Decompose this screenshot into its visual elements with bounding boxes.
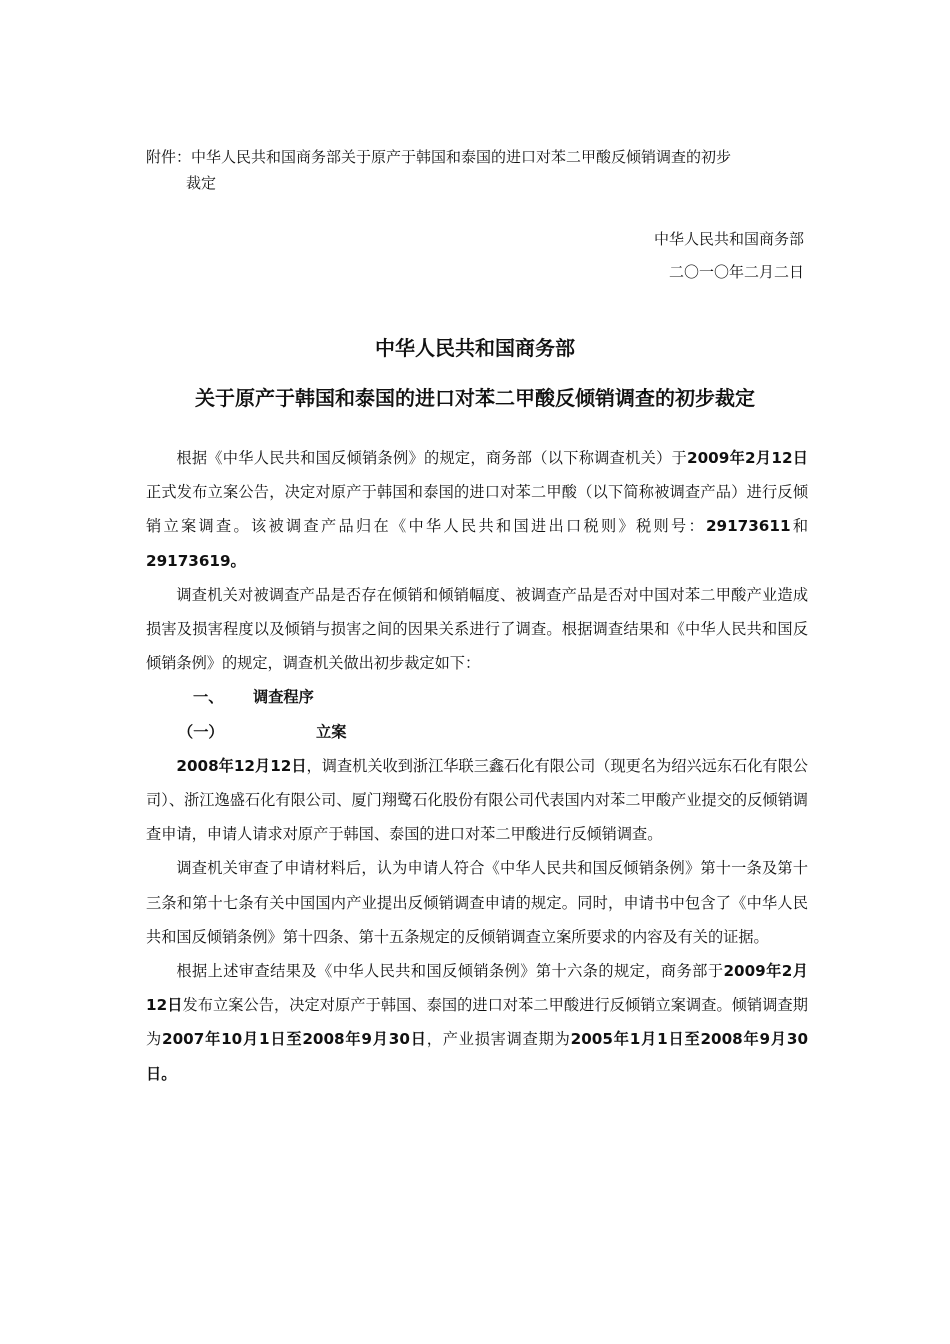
p3-text: ，调查机关收到浙江华联三鑫石化有限公司（现更名为绍兴远东石化有限公司）、浙江逸盛石化有限公司、厦门翔鹭石化股份有限公司代表国内对苯二甲酸产业提交的反倾销调查申请，申请人请求对原产于韩国、泰国的进口对苯二甲酸进行反倾销调查。 [146, 756, 808, 844]
p1-date: 2009年2月12日 [687, 449, 808, 467]
section-heading-1 [146, 680, 808, 714]
p1-text-c: 正式发布立案公告，决定对原产于韩国和泰国的进口对苯二甲酸（以下简称被调查产品）进行反倾销立案调查。该被调查产品归在《中华人民共和国进出口税则》税则号： [146, 483, 808, 536]
attachment-line-2: 裁定 [186, 174, 217, 192]
paragraph-2: 调查机关对被调查产品是否存在倾销和倾销幅度、被调查产品是否对中国对苯二甲酸产业造成损害及损害程度以及倾销与损害之间的因果关系进行了调查。根据调查结果和《中华人民共和国反倾销条例》的规定，调查机关做出初步裁定如下： [146, 585, 808, 673]
p5-dumping-period: 2007年10月1日至2008年9月30日 [162, 1030, 427, 1049]
document-title-line-2: 关于原产于韩国和泰国的进口对苯二甲酸反倾销调查的初步裁定 [195, 386, 755, 410]
paragraph-5 [146, 954, 808, 1091]
p5-text-c: 发布立案公告，决定对原产于韩国、泰国的进口对苯二甲酸进行反倾销立案调查。倾销调查期为 [146, 996, 808, 1049]
attachment-line-1: 附件：中华人民共和国商务部关于原产于韩国和泰国的进口对苯二甲酸反倾销调查的初步 [146, 148, 732, 166]
paragraph-3 [146, 749, 808, 852]
p5-date: 2009年2月12日 [146, 962, 808, 1015]
p1-text-e: 和 [790, 517, 809, 536]
subsection-number: （一） [178, 722, 224, 741]
subsection-title: 立案 [316, 722, 347, 741]
p1-code-1: 29173611 [705, 517, 791, 536]
p5-injury-period: 2005年1月1日至2008年9月30日。 [146, 1030, 809, 1083]
p5-text-e: ，产业损害调查期为 [426, 1030, 571, 1049]
section-title: 调查程序 [253, 688, 314, 707]
signature-date: 二〇一〇年二月二日 [668, 263, 804, 281]
document-body [146, 441, 808, 1091]
signature-org: 中华人民共和国商务部 [653, 230, 804, 248]
p3-date: 2008年12月12日 [176, 756, 307, 775]
p1-text-a: 根据《中华人民共和国反倾销条例》的规定，商务部（以下称调查机关）于 [176, 449, 688, 467]
subsection-heading-1 [146, 715, 808, 749]
section-number: 一、 [193, 688, 224, 707]
p1-code-2: 29173619。 [146, 551, 246, 570]
attachment-note [146, 144, 814, 196]
paragraph-1 [146, 441, 808, 578]
p5-text-a: 根据上述审查结果及《中华人民共和国反倾销条例》第十六条的规定，商务部于 [176, 962, 724, 981]
document-title-line-1: 中华人民共和国商务部 [375, 336, 575, 360]
paragraph-4: 调查机关审查了申请材料后，认为申请人符合《中华人民共和国反倾销条例》第十一条及第十三条和第十七条有关中国国内产业提出反倾销调查申请的规定。同时，申请书中包含了《中华人民共和国反倾销条例》第十四条、第十五条规定的反倾销调查立案所要求的内容及有关的证据。 [146, 859, 808, 946]
